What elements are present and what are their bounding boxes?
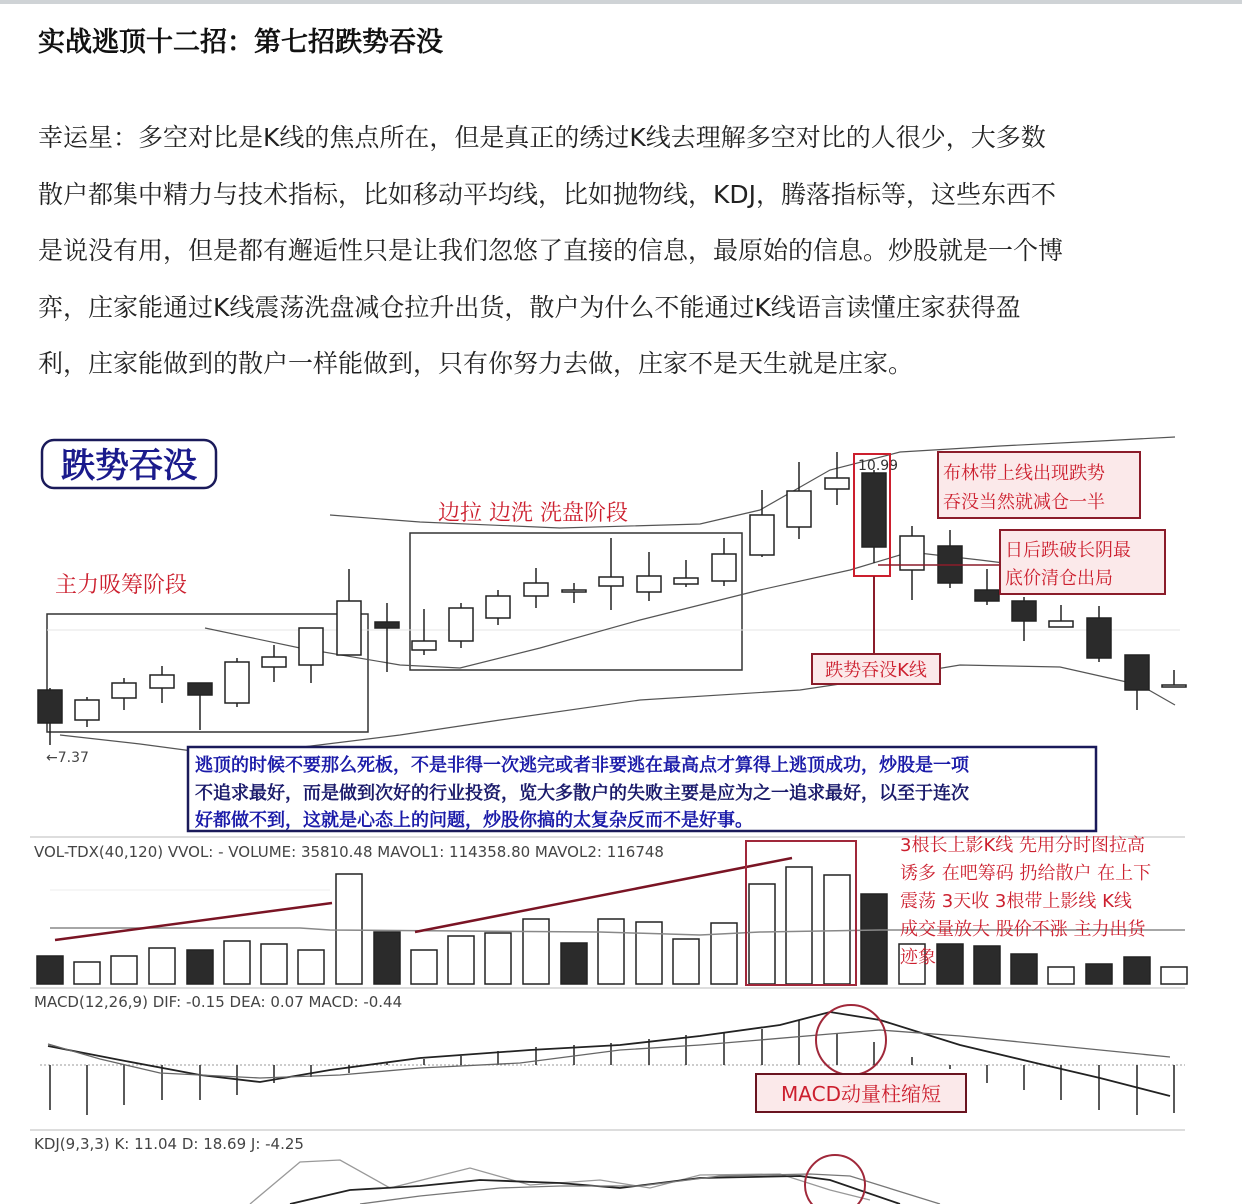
- stage2-box: [410, 533, 742, 670]
- candlestick: [112, 678, 136, 710]
- volume-trend-line: [55, 903, 332, 940]
- candlestick: [524, 568, 548, 608]
- d-line: [360, 1174, 940, 1204]
- macd-note: MACD动量柱缩短: [781, 1082, 941, 1106]
- volume-bar: [411, 950, 437, 984]
- article-title: 实战逃顶十二招：第七招跌势吞没: [38, 27, 443, 58]
- break-note-line: 底价清仓出局: [1005, 568, 1113, 589]
- macd-histogram: [50, 1020, 1174, 1115]
- volume-bar: [336, 874, 362, 984]
- high-price-label: 10.99: [858, 458, 899, 474]
- volume-bar: [861, 894, 887, 984]
- candlestick: [562, 583, 586, 603]
- volume-bar: [37, 956, 63, 984]
- macd-header: MACD(12,26,9) DIF: -0.15 DEA: 0.07 MACD: -0.44: [34, 993, 403, 1011]
- candlestick: [75, 697, 99, 727]
- candlestick: [150, 666, 174, 703]
- volume-bar: [636, 922, 662, 984]
- candlestick: [1125, 655, 1149, 710]
- volume-bar: [74, 962, 100, 984]
- candlestick: [787, 462, 811, 539]
- badge-title: 跌势吞没: [61, 446, 197, 486]
- volume-note-line: 震荡 3天收 3根带上影线 K线: [900, 891, 1132, 912]
- kdj-header: KDJ(9,3,3) K: 11.04 D: 18.69 J: -4.25: [34, 1135, 304, 1153]
- volume-bar: [1011, 954, 1037, 984]
- volume-bar: [1124, 957, 1150, 984]
- candlestick: [299, 628, 323, 683]
- candlestick: [900, 526, 924, 600]
- candlestick: [449, 603, 473, 648]
- volume-bar: [749, 884, 775, 984]
- candlestick: [1012, 597, 1036, 641]
- blue-note-line: 逃顶的时候不要那么死板，不是非得一次逃完或者非要逃在最高点才算得上逃顶成功，炒股是一项: [195, 755, 969, 776]
- engulf-label: 跌势吞没K线: [825, 660, 927, 681]
- candlestick: [225, 658, 249, 707]
- volume-bar: [448, 936, 474, 984]
- volume-bar: [224, 941, 250, 984]
- candlestick: [1049, 605, 1073, 627]
- volume-bar: [523, 919, 549, 984]
- candlestick: [412, 609, 436, 655]
- volume-bar: [261, 944, 287, 984]
- candlestick: [975, 569, 999, 605]
- volume-bar: [149, 948, 175, 984]
- candlestick: [337, 569, 361, 655]
- candlestick: [712, 538, 736, 586]
- blue-note-line: 好都做不到，这就是心态上的问题，炒股你搞的太复杂反而不是好事。: [195, 810, 753, 831]
- paragraph-line: 幸运星：多空对比是K线的焦点所在，但是真正的绣过K线去理解多空对比的人很少，大多数: [38, 123, 1046, 152]
- candlestick: [674, 560, 698, 587]
- paragraph-line: 是说没有用，但是都有邂逅性只是让我们忽悠了直接的信息，最原始的信息。炒股就是一个博: [38, 236, 1064, 265]
- break-note-line: 日后跌破长阴最: [1005, 540, 1131, 561]
- candlestick: [1087, 606, 1111, 662]
- boll-note-line: 布林带上线出现跌势: [943, 463, 1105, 484]
- volume-bar: [561, 943, 587, 984]
- volume-note-line: 诱多 在吧筹码 扔给散户 在上下: [900, 863, 1152, 884]
- candlestick: [486, 590, 510, 625]
- blue-note-line: 不追求最好，而是做到次好的行业投资，览大多散户的失败主要是应为之一追求最好，以至于连次: [195, 783, 969, 804]
- paragraph-line: 弈，庄家能通过K线震荡洗盘减仓拉升出货，散户为什么不能通过K线语言读懂庄家获得盈: [38, 292, 1021, 322]
- candlestick: [262, 645, 286, 682]
- low-price-label: ←7.37: [46, 750, 89, 766]
- volume-bar: [485, 933, 511, 984]
- candlestick: [938, 530, 962, 588]
- stage1-label: 主力吸筹阶段: [55, 573, 188, 598]
- candlestick: [188, 683, 212, 730]
- volume-note-line: 成交量放大 股价不涨 主力出货: [900, 919, 1146, 940]
- volume-bar: [1048, 967, 1074, 984]
- boll-note-line: 吞没当然就减仓一半: [943, 492, 1105, 513]
- stage2-label: 边拉 边洗 洗盘阶段: [438, 501, 628, 526]
- volume-bar: [111, 956, 137, 984]
- volume-bar: [374, 932, 400, 984]
- volume-bar: [937, 944, 963, 984]
- volume-bar: [711, 923, 737, 984]
- candlestick: [637, 552, 661, 601]
- volume-note-line: 迹象: [900, 947, 936, 968]
- volume-header: VOL-TDX(40,120) VVOL: - VOLUME: 35810.48 MAVOL1: 114358.80 MAVOL2: 116748: [34, 843, 664, 861]
- paragraph-line: 利，庄家能做到的散户一样能做到，只有你努力去做，庄家不是天生就是庄家。: [38, 349, 914, 378]
- volume-bar: [824, 875, 850, 984]
- volume-bar: [1161, 967, 1187, 984]
- candlestick: [1162, 670, 1186, 687]
- volume-bar: [1086, 964, 1112, 984]
- candlestick: [599, 538, 623, 610]
- candlestick: [862, 470, 886, 563]
- volume-bar: [298, 950, 324, 984]
- volume-bar: [673, 939, 699, 984]
- j-line: [250, 1160, 870, 1204]
- candlestick: [750, 490, 774, 557]
- volume-bar: [598, 919, 624, 984]
- volume-bar: [974, 946, 1000, 984]
- candlestick: [825, 452, 849, 505]
- candlestick: [38, 688, 62, 745]
- dif-line: [48, 1012, 1170, 1096]
- volume-bar: [187, 950, 213, 984]
- paragraph-line: 散户都集中精力与技术指标，比如移动平均线，比如抛物线，KDJ，腾落指标等，这些东西不: [38, 179, 1057, 209]
- volume-note-line: 3根长上影K线 先用分时图拉高: [900, 835, 1145, 856]
- volume-bar: [786, 867, 812, 984]
